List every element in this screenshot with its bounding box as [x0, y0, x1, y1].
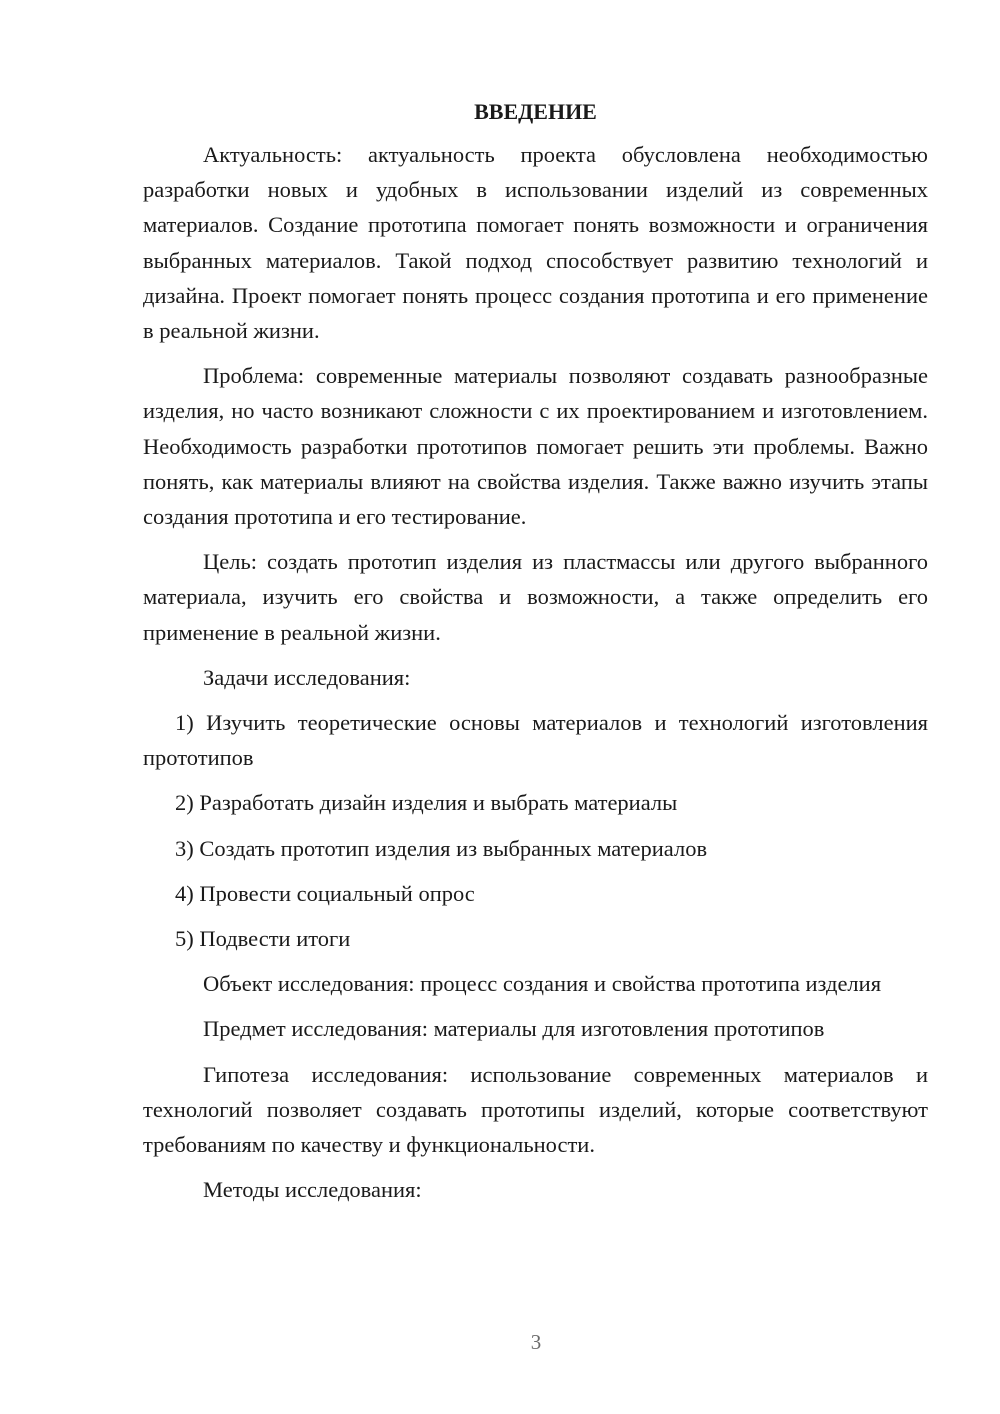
section-title: ВВЕДЕНИЕ — [474, 99, 597, 124]
task-item-5: 5) Подвести итоги — [175, 926, 351, 952]
problem-paragraph: Проблема: современные материалы позволяют создавать разнообразные изделия, но часто возникают сложности с их проектированием и изготовлением. Необходимость разработки прототипов помогает решить эти проблемы. Важно понять, как материалы влияют на свойства изделия. Также важно изучить этапы создания прототипа и его тестирование. — [143, 363, 928, 530]
hypothesis-paragraph: Гипотеза исследования: использование современных материалов и технологий позволяет создавать прототипы изделий, которые соответствуют требованиям по качеству и функциональности. — [143, 1061, 928, 1158]
methods-heading: Методы исследования: — [203, 1177, 422, 1203]
relevance-paragraph: Актуальность: актуальность проекта обусловлена необходимостью разработки новых и удобных в использовании изделий из современных материалов. Создание прототипа помогает понять возможности и ограничения выбранных материалов. Такой подход способствует развитию технологий и дизайна. Проект помогает понять процесс создания прототипа и его применение в реальной жизни. — [143, 142, 928, 344]
task-item-3: 3) Создать прототип изделия из выбранных материалов — [175, 835, 708, 861]
object-paragraph: Объект исследования: процесс создания и свойства прототипа изделия — [203, 971, 882, 997]
task-item-4: 4) Провести социальный опрос — [175, 880, 475, 906]
page-number: 3 — [530, 1330, 542, 1354]
task-item-2: 2) Разработать дизайн изделия и выбрать материалы — [175, 790, 678, 816]
document-body — [143, 95, 928, 1207]
task-item-1: 1) Изучить теоретические основы материалов и технологий изготовления прототипов — [143, 710, 928, 771]
goal-paragraph: Цель: создать прототип изделия из пластмассы или другого выбранного материала, изучить его свойства и возможности, а также определить его применение в реальной жизни. — [143, 549, 928, 645]
tasks-heading: Задачи исследования: — [203, 664, 411, 690]
subject-paragraph: Предмет исследования: материалы для изготовления прототипов — [203, 1016, 825, 1042]
